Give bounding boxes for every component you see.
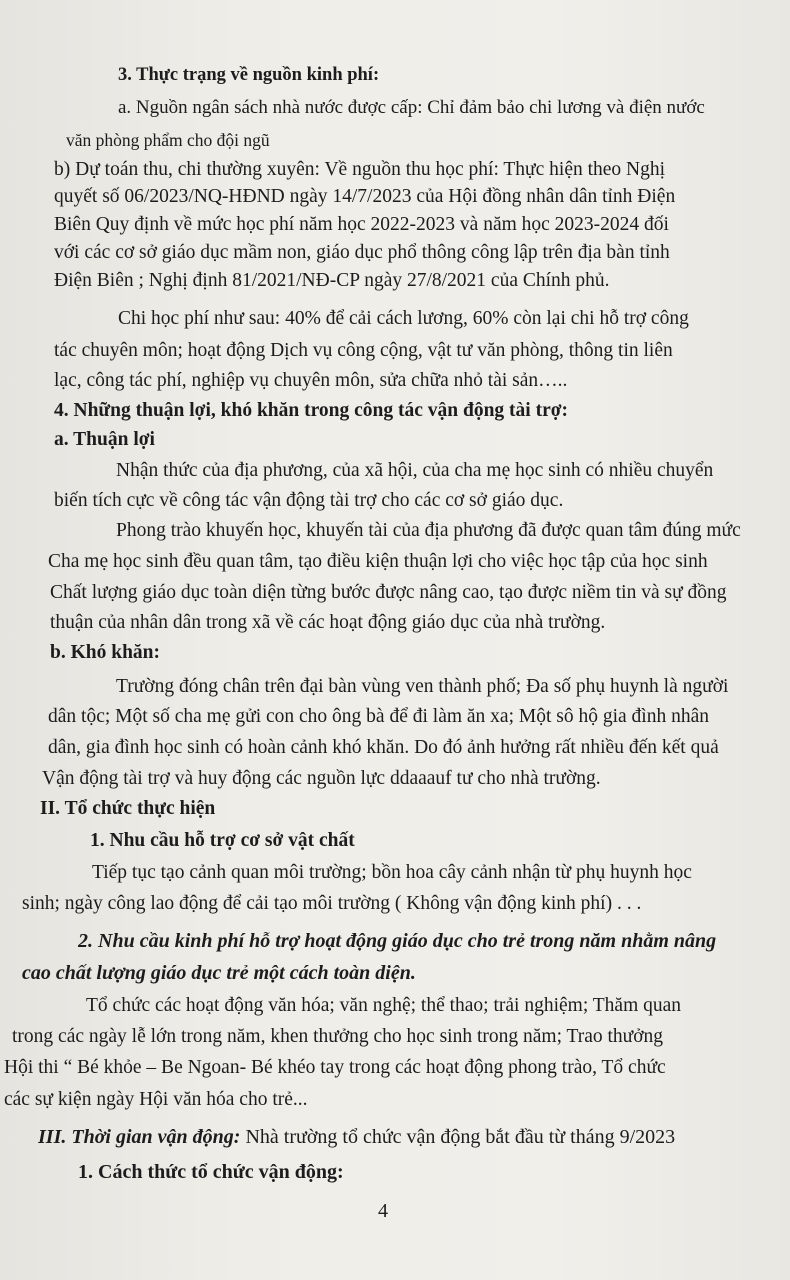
paragraph-line: tác chuyên môn; hoạt động Dịch vụ công cộng, vật tư văn phòng, thông tin liên <box>54 340 673 361</box>
paragraph-line: Điện Biên ; Nghị định 81/2021/NĐ-CP ngày 27/8/2021 của Chính phủ. <box>54 270 610 291</box>
paragraph-line: văn phòng phẩm cho đội ngũ <box>66 130 270 150</box>
paragraph-line: Trường đóng chân trên đại bàn vùng ven thành phố; Đa số phụ huynh là người <box>116 676 729 697</box>
paragraph-line: sinh; ngày công lao động để cải tạo môi trường ( Không vận động kinh phí) . . . <box>22 893 642 914</box>
paragraph-line: lạc, công tác phí, nghiệp vụ chuyên môn, sửa chữa nhỏ tài sản….. <box>54 370 568 391</box>
paragraph-line: Nhận thức của địa phương, của xã hội, của cha mẹ học sinh có nhiều chuyển <box>116 460 714 481</box>
heading-ii-implementation: II. Tổ chức thực hiện <box>40 798 216 819</box>
section-iii-line <box>38 1124 790 1150</box>
paragraph-line: Chất lượng giáo dục toàn diện từng bước được nâng cao, tạo được niềm tin và sự đồng <box>50 582 727 603</box>
paragraph-line: b) Dự toán thu, chi thường xuyên: Về nguồn thu học phí: Thực hiện theo Nghị <box>54 159 666 180</box>
paragraph-line: Tổ chức các hoạt động văn hóa; văn nghệ; thể thao; trải nghiệm; Thăm quan <box>86 995 682 1016</box>
paragraph-line: dân tộc; Một số cha mẹ gửi con cho ông bà để đi làm ăn xa; Một sô hộ gia đình nhân <box>48 706 709 727</box>
paragraph-line: a. Nguồn ngân sách nhà nước được cấp: Chỉ đảm bảo chi lương và điện nước <box>118 97 705 118</box>
paragraph-line: dân, gia đình học sinh có hoàn cảnh khó khăn. Do đó ảnh hưởng rất nhiều đến kết quả <box>48 737 719 758</box>
paragraph-line: Cha mẹ học sinh đều quan tâm, tạo điều kiện thuận lợi cho việc học tập của học sinh <box>48 551 708 572</box>
heading-2-continued: cao chất lượng giáo dục trẻ một cách toàn diện. <box>22 962 416 984</box>
paragraph-line: quyết số 06/2023/NQ-HĐND ngày 14/7/2023 của Hội đồng nhân dân tỉnh Điện <box>54 186 676 207</box>
heading-a-advantages: a. Thuận lợi <box>54 429 155 450</box>
paragraph-line: thuận của nhân dân trong xã về các hoạt động giáo dục của nhà trường. <box>50 612 606 633</box>
paragraph-line: trong các ngày lễ lớn trong năm, khen thưởng cho học sinh trong năm; Trao thưởng <box>12 1026 664 1047</box>
paragraph-line: Hội thi “ Bé khỏe – Be Ngoan- Bé khéo tay trong các hoạt động phong trào, Tổ chức <box>4 1057 666 1078</box>
paragraph-line: Tiếp tục tạo cảnh quan môi trường; bồn hoa cây cảnh nhận từ phụ huynh học <box>92 862 692 883</box>
paragraph-line: với các cơ sở giáo dục mầm non, giáo dục phổ thông công lập trên địa bàn tỉnh <box>54 242 670 263</box>
campaign-start-text: Nhà trường tổ chức vận động bắt đầu từ tháng 9/2023 <box>245 1126 676 1148</box>
heading-b-difficulties: b. Khó khăn: <box>50 642 161 663</box>
heading-1-campaign-method: 1. Cách thức tổ chức vận động: <box>78 1161 344 1183</box>
paragraph-line: Chi học phí như sau: 40% để cải cách lương, 60% còn lại chi hỗ trợ công <box>118 308 689 329</box>
heading-4-advantages-difficulties: 4. Những thuận lợi, khó khăn trong công tác vận động tài trợ: <box>54 400 569 421</box>
heading-iii-campaign-time: III. Thời gian vận động: <box>38 1126 241 1148</box>
paragraph-line: biến tích cực về công tác vận động tài trợ cho các cơ sở giáo dục. <box>54 490 564 511</box>
heading-1-facility-support: 1. Nhu cầu hỗ trợ cơ sở vật chất <box>90 830 355 851</box>
heading-2-education-funding: 2. Nhu cầu kinh phí hỗ trợ hoạt động giáo dục cho trẻ trong năm nhằm nâng <box>78 930 717 952</box>
paragraph-line: Phong trào khuyến học, khuyến tài của địa phương đã được quan tâm đúng mức <box>116 520 741 541</box>
heading-3-funding-status: 3. Thực trạng về nguồn kinh phí: <box>118 65 380 85</box>
paragraph-line: các sự kiện ngày Hội văn hóa cho trẻ... <box>4 1089 308 1110</box>
paragraph-line: Vận động tài trợ và huy động các nguồn lực ddaaauf tư cho nhà trường. <box>42 768 601 789</box>
paragraph-line: Biên Quy định về mức học phí năm học 2022-2023 và năm học 2023-2024 đối <box>54 214 669 235</box>
page-number: 4 <box>378 1200 388 1222</box>
